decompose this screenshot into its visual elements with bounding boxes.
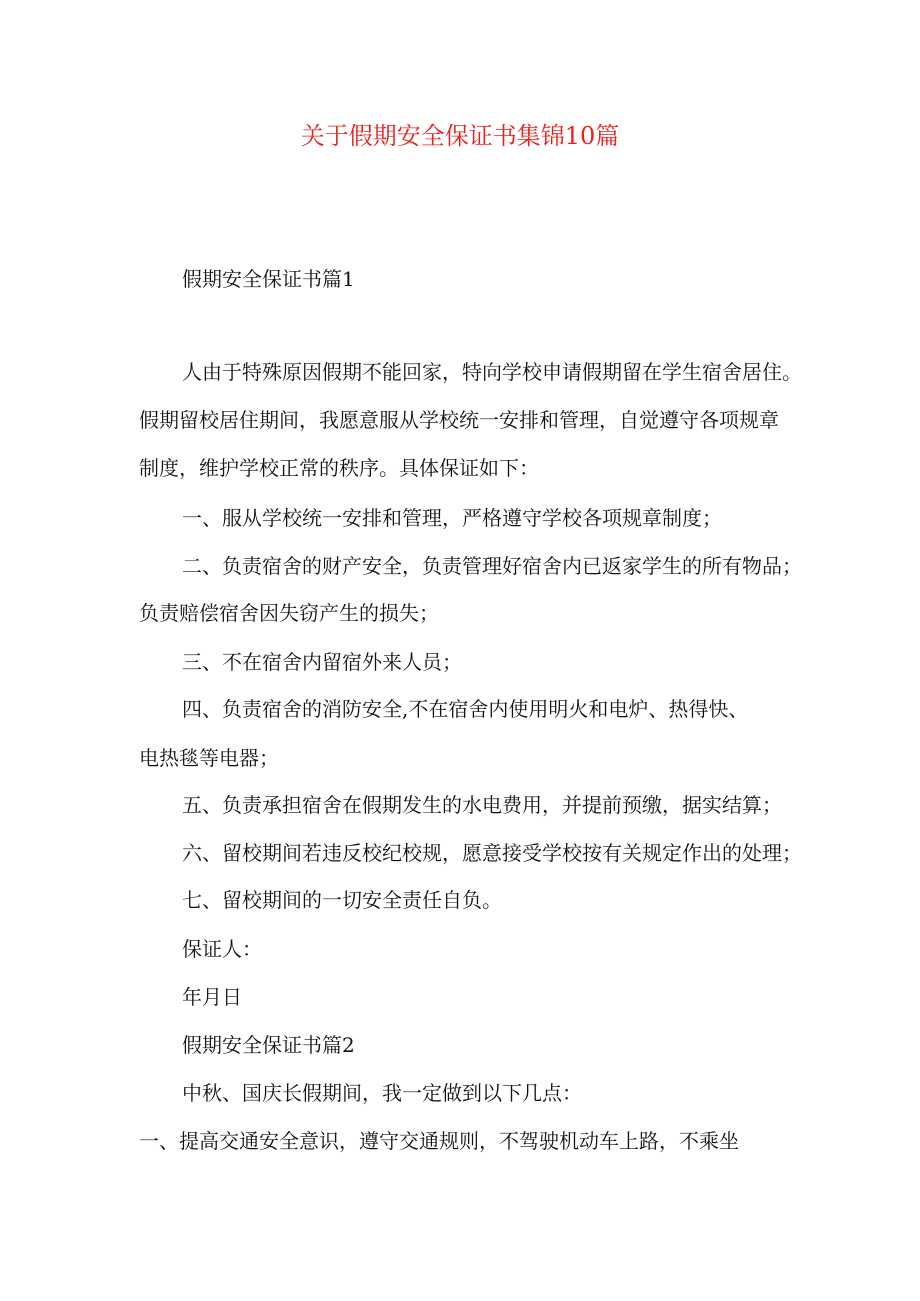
section1-intro-line3: 制度，维护学校正常的秩序。具体保证如下： xyxy=(139,456,539,480)
section1-item5: 五、负责承担宿舍在假期发生的水电费用，并提前预缴，据实结算； xyxy=(182,793,782,817)
section2-heading: 假期安全保证书篇2 xyxy=(182,1033,355,1057)
section1-intro-line1: 人由于特殊原因假期不能回家，特向学校申请假期留在学生宿舍居住。 xyxy=(182,360,802,384)
section1-date: 年月日 xyxy=(182,985,242,1009)
section1-item3: 三、不在宿舍内留宿外来人员； xyxy=(182,650,462,674)
section1-item1: 一、服从学校统一安排和管理，严格遵守学校各项规章制度； xyxy=(182,506,722,530)
section1-intro-line2: 假期留校居住期间，我愿意服从学校统一安排和管理，自觉遵守各项规章 xyxy=(139,408,779,432)
section2-intro: 中秋、国庆长假期间，我一定做到以下几点： xyxy=(182,1081,582,1105)
document-title: 关于假期安全保证书集锦10篇 xyxy=(300,122,620,150)
section2-item1-line1: 一、提高交通安全意识，遵守交通规则，不驾驶机动车上路，不乘坐 xyxy=(139,1129,739,1153)
section1-item6: 六、留校期间若违反校纪校规，愿意接受学校按有关规定作出的处理； xyxy=(182,841,802,865)
section1-item4-line1: 四、负责宿舍的消防安全,不在宿舍内使用明火和电炉、热得快、 xyxy=(182,697,749,721)
section1-item4-line2: 电热毯等电器； xyxy=(139,746,279,770)
section1-item2-line2: 负责赔偿宿舍因失窃产生的损失； xyxy=(139,601,439,625)
section1-item7: 七、留校期间的一切安全责任自负。 xyxy=(182,888,502,912)
section1-guarantor: 保证人： xyxy=(182,937,262,961)
section1-heading: 假期安全保证书篇1 xyxy=(182,267,355,291)
section1-item2-line1: 二、负责宿舍的财产安全，负责管理好宿舍内已返家学生的所有物品； xyxy=(182,554,802,578)
